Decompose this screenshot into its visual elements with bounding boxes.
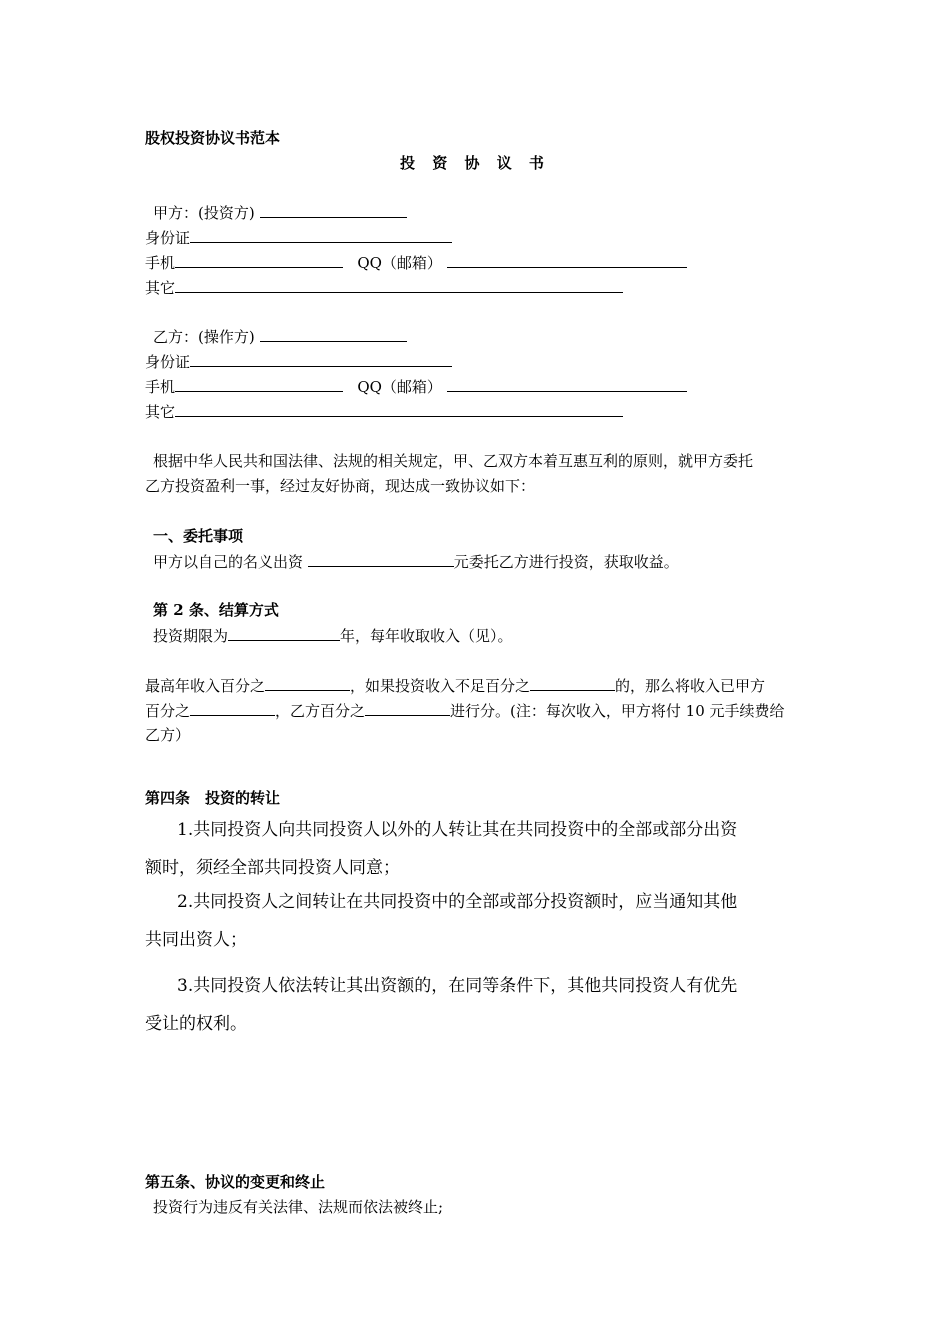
party-a-id-line bbox=[145, 227, 452, 248]
party-a-phone-label: 手机 bbox=[145, 254, 176, 272]
intro-line-2: 乙方投资盈利一事，经过友好协商，现达成一致协议如下： bbox=[145, 477, 536, 495]
income-p4: 百分之 bbox=[145, 702, 191, 720]
party-b-line bbox=[153, 326, 407, 347]
doc-title: 投 资 协 议 书 bbox=[400, 154, 550, 172]
doc-heading: 股权投资协议书范本 bbox=[145, 129, 281, 147]
income-p3: 的，那么将收入已甲方 bbox=[615, 677, 766, 695]
sec4-item2-line2: 共同出资人； bbox=[145, 930, 247, 950]
party-b-id-line bbox=[145, 351, 452, 372]
income-line-1 bbox=[145, 675, 765, 696]
income-p5: ，乙方百分之 bbox=[275, 702, 366, 720]
party-b-other-line bbox=[145, 401, 623, 422]
sec2-heading: 第 2 条、结算方式 bbox=[153, 601, 279, 619]
intro-line-1: 根据中华人民共和国法律、法规的相关规定，甲、乙双方本着互惠互利的原则，就甲方委托 bbox=[153, 452, 754, 470]
income-line-3: 乙方） bbox=[145, 726, 191, 744]
income-p1: 最高年收入百分之 bbox=[145, 677, 266, 695]
sec4-item2-line1: 2.共同投资人之间转让在共同投资中的全部或部分投资额时，应当通知其他 bbox=[177, 892, 738, 912]
sec2-text-before: 投资期限为 bbox=[153, 627, 229, 645]
income-line-2 bbox=[145, 700, 785, 721]
party-b-phone-label: 手机 bbox=[145, 378, 176, 396]
party-a-other-blank[interactable] bbox=[175, 277, 623, 293]
party-a-id-blank[interactable] bbox=[190, 227, 452, 243]
party-a-blank[interactable] bbox=[260, 202, 407, 218]
income-b-share-blank[interactable] bbox=[365, 700, 450, 716]
party-a-qq-blank[interactable] bbox=[447, 252, 687, 268]
party-a-phone-line bbox=[145, 252, 687, 273]
party-b-qq-label: QQ（邮箱） bbox=[357, 378, 442, 396]
sec1-text bbox=[153, 551, 679, 572]
party-b-id-blank[interactable] bbox=[190, 351, 452, 367]
sec2-text bbox=[153, 625, 513, 646]
party-a-line bbox=[153, 202, 407, 223]
income-a-share-blank[interactable] bbox=[190, 700, 275, 716]
sec5-text: 投资行为违反有关法律、法规而依法被终止; bbox=[153, 1198, 444, 1216]
party-b-label: 乙方：(操作方) bbox=[153, 328, 255, 346]
sec1-amount-blank[interactable] bbox=[308, 551, 454, 567]
income-min-blank[interactable] bbox=[530, 675, 615, 691]
sec2-years-blank[interactable] bbox=[228, 625, 340, 641]
party-a-other-label: 其它 bbox=[145, 279, 176, 297]
sec1-heading: 一、委托事项 bbox=[153, 527, 244, 545]
sec2-text-after: 年，每年收取收入（见）。 bbox=[340, 627, 513, 645]
sec1-text-before: 甲方以自己的名义出资 bbox=[153, 553, 304, 571]
sec1-text-after: 元委托乙方进行投资，获取收益。 bbox=[453, 553, 679, 571]
sec4-heading: 第四条 投资的转让 bbox=[145, 789, 281, 807]
party-b-other-label: 其它 bbox=[145, 403, 176, 421]
sec4-item3-line2: 受让的权利。 bbox=[145, 1014, 247, 1034]
party-b-phone-line bbox=[145, 376, 687, 397]
party-a-label: 甲方：(投资方) bbox=[153, 204, 255, 222]
party-b-other-blank[interactable] bbox=[175, 401, 623, 417]
party-a-phone-blank[interactable] bbox=[175, 252, 343, 268]
sec4-item1-line2: 额时，须经全部共同投资人同意； bbox=[145, 858, 400, 878]
sec4-item1-line1: 1.共同投资人向共同投资人以外的人转让其在共同投资中的全部或部分出资 bbox=[177, 820, 738, 840]
party-b-phone-blank[interactable] bbox=[175, 376, 343, 392]
party-a-other-line bbox=[145, 277, 623, 298]
sec5-heading: 第五条、协议的变更和终止 bbox=[145, 1173, 326, 1191]
income-p2: ，如果投资收入不足百分之 bbox=[350, 677, 531, 695]
income-p6: 进行分。(注：每次收入，甲方将付 10 元手续费给 bbox=[450, 702, 785, 720]
sec4-item3-line1: 3.共同投资人依法转让其出资额的，在同等条件下，其他共同投资人有优先 bbox=[177, 976, 738, 996]
income-max-blank[interactable] bbox=[265, 675, 350, 691]
party-a-id-label: 身份证 bbox=[145, 229, 191, 247]
party-b-qq-blank[interactable] bbox=[447, 376, 687, 392]
party-a-qq-label: QQ（邮箱） bbox=[357, 254, 442, 272]
party-b-blank[interactable] bbox=[260, 326, 407, 342]
party-b-id-label: 身份证 bbox=[145, 353, 191, 371]
